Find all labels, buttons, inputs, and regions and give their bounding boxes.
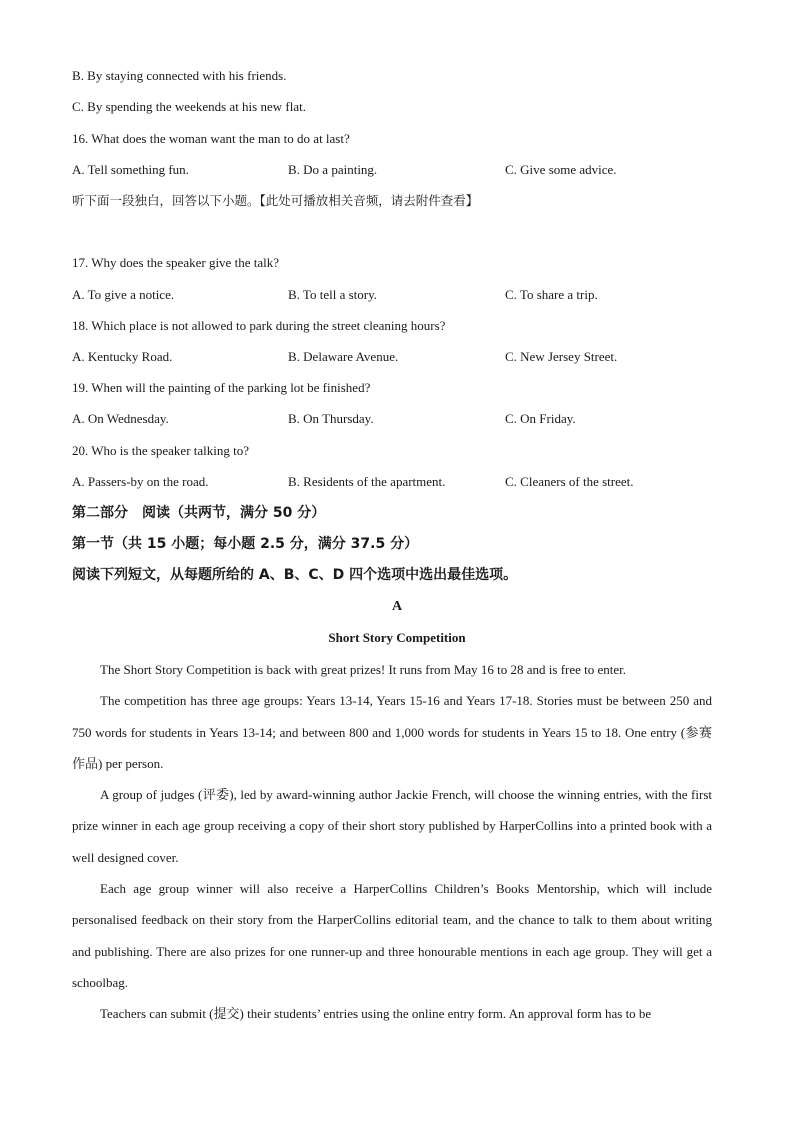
option-18-b: B. Delaware Avenue. (288, 349, 399, 364)
option-20-b: B. Residents of the apartment. (288, 474, 446, 489)
option-17-a: A. To give a notice. (72, 287, 175, 302)
reading-instruction: 阅读下列短文，从每题所给的 A、B、C、D 四个选项中选出最佳选项。 (72, 567, 518, 583)
passage-paragraph: The Short Story Competition is back with great prizes! It runs from May 16 to 28 and is free to enter. (100, 662, 627, 677)
question-19: 19. When will the painting of the parking lot be finished? (72, 380, 371, 395)
option-17-c: C. To share a trip. (505, 287, 598, 302)
question-20: 20. Who is the speaker talking to? (72, 443, 250, 458)
option-19-b: B. On Thursday. (288, 411, 374, 426)
option-16-c: C. Give some advice. (505, 162, 617, 177)
monologue-instruction: 听下面一段独白，回答以下小题。【此处可播放相关音频，请去附件查看】 (72, 193, 479, 208)
passage-paragraph: The competition has three age groups: Years 13-14, Years 15-16 and Years 17-18. Stories must be between 250 and 750 words for students in Years 13-14; and between 800 and 1,000 words for students in Years 15 to 18. One entry (参赛作品) per person. (72, 693, 712, 771)
option-19-c: C. On Friday. (505, 411, 576, 426)
option-20-a: A. Passers-by on the road. (72, 474, 209, 489)
option-18-c: C. New Jersey Street. (505, 349, 618, 364)
passage-paragraph: Teachers can submit (提交) their students’ entries using the online entry form. An approval form has to be (100, 1006, 652, 1022)
passage-body (72, 654, 712, 1030)
option-15-c: C. By spending the weekends at his new flat. (72, 99, 306, 114)
option-19-a: A. On Wednesday. (72, 411, 169, 426)
option-18-a: A. Kentucky Road. (72, 349, 173, 364)
section-2-part-1-title: 第一节（共 15 小题；每小题 2.5 分，满分 37.5 分） (72, 536, 419, 552)
passage-paragraph: A group of judges (评委), led by award-winning author Jackie French, will choose the winning entries, with the first prize winner in each age group receiving a copy of their short story published by HarperCollins into a printed book with a well designed cover. (72, 787, 712, 865)
option-17-b: B. To tell a story. (288, 287, 378, 302)
passage-paragraph: Each age group winner will also receive a HarperCollins Children’s Books Mentorship, which will include personalised feedback on their story from the HarperCollins editorial team, and the chance to talk to them about writing and publishing. There are also prizes for one runner-up and three honourable mentions in each age group. They will get a schoolbag. (72, 881, 712, 990)
question-18: 18. Which place is not allowed to park during the street cleaning hours? (72, 318, 446, 333)
question-17: 17. Why does the speaker give the talk? (72, 255, 279, 270)
option-15-b: B. By staying connected with his friends. (72, 68, 287, 83)
passage-title: Short Story Competition (328, 630, 466, 645)
option-20-c: C. Cleaners of the street. (505, 474, 634, 489)
option-16-b: B. Do a painting. (288, 162, 378, 177)
option-16-a: A. Tell something fun. (72, 162, 189, 177)
passage-label: A (391, 599, 403, 614)
question-16: 16. What does the woman want the man to do at last? (72, 131, 350, 146)
section-2-title: 第二部分 阅读（共两节，满分 50 分） (72, 505, 326, 521)
